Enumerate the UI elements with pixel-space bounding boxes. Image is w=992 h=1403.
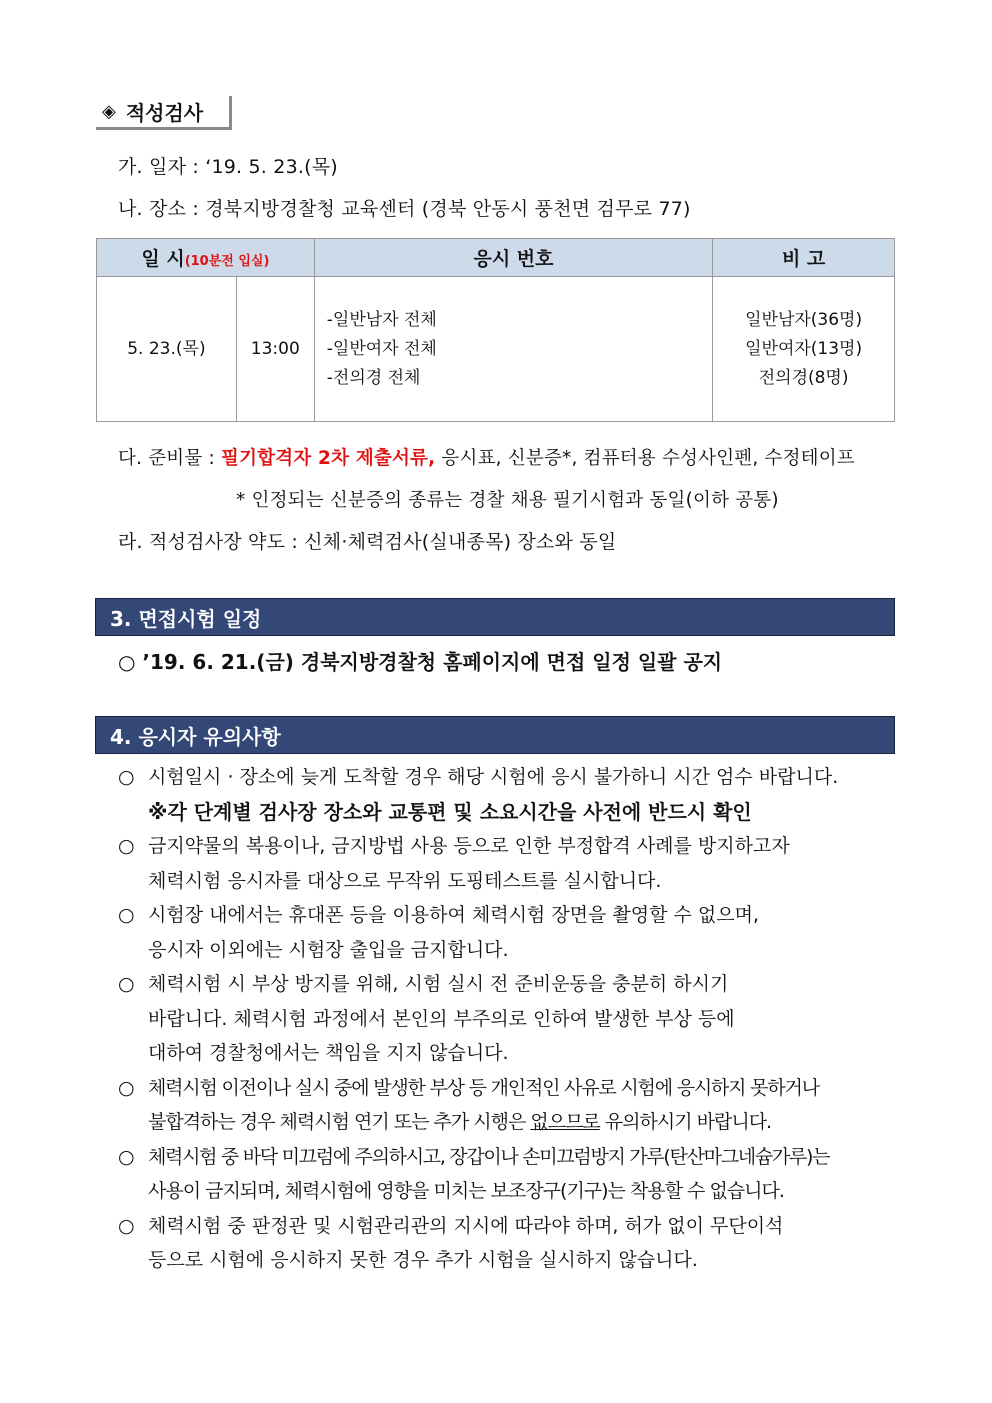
section-title-aptitude [96, 96, 232, 130]
circle-bullet-icon: ○ [118, 835, 135, 857]
circle-bullet-icon: ○ [118, 766, 135, 788]
prep-rest: 응시표, 신분증*, 컴퓨터용 수성사인펜, 수정테이프 [435, 448, 855, 469]
exam-number-item: -일반남자 전체 [326, 309, 437, 330]
header-datetime-note: (10분전 입실) [184, 254, 270, 269]
note-text [118, 1105, 898, 1140]
circle-bullet-icon: ○ [118, 1076, 135, 1099]
note-text: 체력시험 중 바닥 미끄럼에 주의하시고, 장갑이나 손미끄럼방지 가루(탄산마그네슘가루)는 [148, 1145, 830, 1168]
note-text: 시험일시 · 장소에 늦게 도착할 경우 해당 시험에 응시 불가하니 시간 엄수 바랍니다. [148, 766, 839, 788]
circle-bullet-icon: ○ [118, 973, 135, 995]
header-datetime-label: 일 시 [141, 248, 185, 270]
diamond-icon: ◈ [102, 101, 116, 122]
prep-label: 다. 준비물 : [118, 448, 222, 469]
note-text: 금지약물의 복용이나, 금지방법 사용 등으로 인한 부정합격 사례를 방지하고자 [148, 835, 790, 857]
cell-remarks [713, 277, 895, 422]
note-text: 등으로 시험에 응시하지 못한 경우 추가 시험을 실시하지 않습니다. [148, 1249, 698, 1271]
note-text-part: 유의하시기 바랍니다. [599, 1111, 772, 1133]
list-item [118, 1140, 898, 1175]
note-text: 시험장 내에서는 휴대폰 등을 이용하여 체력시험 장면을 촬영할 수 없으며, [148, 904, 760, 926]
cell-time: 13:00 [236, 277, 314, 422]
list-item [118, 760, 898, 795]
circle-bullet-icon: ○ [118, 1145, 135, 1168]
exam-number-item: -일반여자 전체 [326, 338, 437, 359]
note-text: 사용이 금지되며, 체력시험에 영향을 미치는 보조장구(기구)는 착용할 수 없습니다. [148, 1180, 784, 1202]
note-text: 바랍니다. 체력시험 과정에서 본인의 부주의로 인하여 발생한 부상 등에 [148, 1007, 735, 1030]
table-row [97, 277, 895, 422]
emphasis-note: ※각 단계별 검사장 장소와 교통편 및 소요시간을 사전에 반드시 확인 [148, 799, 752, 824]
note-text: 체력시험 이전이나 실시 중에 발생한 부상 등 개인적인 사유로 시험에 응시하지 못하거나 [148, 1076, 819, 1099]
note-text: 체력시험 시 부상 방지를 위해, 시험 실시 전 준비운동을 충분히 하시기 [148, 973, 729, 995]
remark-item: 전의경(8명) [758, 367, 849, 388]
table-header-row [97, 239, 895, 277]
header-datetime [97, 239, 315, 277]
cell-date: 5. 23.(목) [97, 277, 237, 422]
prep-line [118, 444, 855, 470]
note-text: 대하여 경찰청에서는 책임을 지지 않습니다. [148, 1042, 509, 1064]
exam-number-item: -전의경 전체 [326, 367, 421, 388]
header-exam-number: 응시 번호 [314, 239, 712, 277]
interview-notice: ○ ’19. 6. 21.(금) 경북지방경찰청 홈페이지에 면접 일정 일괄 공지 [118, 650, 723, 674]
circle-bullet-icon: ○ [118, 904, 135, 926]
remark-item: 일반여자(13명) [745, 338, 863, 359]
cell-exam-numbers [314, 277, 712, 422]
prep-highlight: 필기합격자 2차 제출서류, [221, 448, 436, 469]
list-item [118, 829, 898, 864]
section-title-text: 적성검사 [125, 101, 204, 125]
section-bar-interview: 3. 면접시험 일정 [95, 598, 895, 636]
list-item [118, 1209, 898, 1244]
date-line: 가. 일자 : ‘19. 5. 23.(목) [118, 156, 338, 178]
list-item [118, 1071, 898, 1106]
circle-bullet-icon: ○ [118, 1214, 135, 1237]
place-line: 나. 장소 : 경북지방경찰청 교육센터 (경북 안동시 풍천면 검무로 77) [118, 198, 691, 220]
prep-note: * 인정되는 신분증의 종류는 경찰 채용 필기시험과 동일(이하 공통) [236, 490, 779, 511]
note-text: 응시자 이외에는 시험장 출입을 금지합니다. [148, 938, 509, 961]
notes-list [118, 760, 898, 1278]
underlined-text: 없으므로 [530, 1111, 600, 1133]
list-item [118, 898, 898, 933]
section-bar-notes: 4. 응시자 유의사항 [95, 716, 895, 754]
list-item [118, 967, 898, 1002]
schedule-table [96, 238, 895, 422]
map-line: 라. 적성검사장 약도 : 신체·체력검사(실내종목) 장소와 동일 [118, 531, 617, 553]
note-text-part: 불합격하는 경우 체력시험 연기 또는 추가 시행은 [148, 1111, 531, 1133]
header-remarks: 비 고 [713, 239, 895, 277]
note-text: 체력시험 중 판정관 및 시험관리관의 지시에 따라야 하며, 허가 없이 무단이석 [148, 1214, 784, 1237]
note-text: 체력시험 응시자를 대상으로 무작위 도핑테스트를 실시합니다. [148, 869, 662, 892]
remark-item: 일반남자(36명) [745, 309, 863, 330]
